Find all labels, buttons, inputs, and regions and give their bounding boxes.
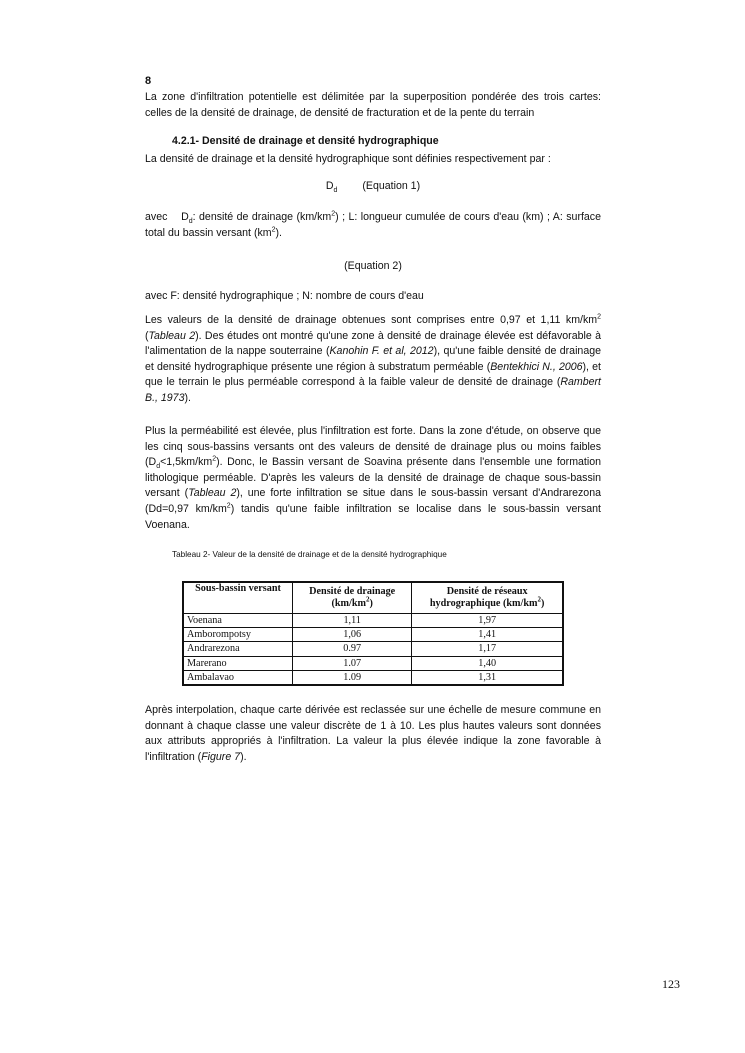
row-hydro-value: 1,31 — [412, 670, 563, 685]
equation-1-label: (Equation 1) — [362, 180, 421, 192]
header-sous-bassin: Sous-bassin versant — [183, 582, 293, 614]
header-densite-drainage: Densité de drainage $(km/km^2)$ — [293, 582, 412, 614]
ref-figure-7: Figure 7 — [201, 750, 241, 763]
header-densite-reseaux: Densité de réseaux hydrographique $(km/km^2)$ — [412, 582, 563, 614]
row-name: Voenana — [183, 614, 293, 628]
table-caption: Tableau 2- Valeur de la densité de drainage et de la densité hydrographique — [172, 550, 447, 559]
row-hydro-value: 1,40 — [412, 656, 563, 670]
ref-tableau-2b: Tableau 2 — [188, 487, 237, 500]
ref-bentekhici: Bentekhici N., 2006 — [490, 360, 583, 373]
row-name: Andrarezona — [183, 642, 293, 656]
row-hydro-value: 1,41 — [412, 628, 563, 642]
section-number: 8 — [145, 75, 152, 87]
drainage-table — [182, 581, 564, 686]
table-row — [183, 670, 563, 685]
table-row — [183, 642, 563, 656]
equation-2-legend: avec F: densité hydrographique ; N: nombre de cours d'eau — [145, 290, 424, 302]
row-hydro-value: 1,17 — [412, 642, 563, 656]
row-name: Ambalavao — [183, 670, 293, 685]
table-row — [183, 656, 563, 670]
table-row — [183, 628, 563, 642]
subsection-heading: 4.2.1- Densité de drainage et densité hydrographique — [172, 135, 439, 147]
ref-rambert: Rambert B., 1973 — [145, 376, 601, 404]
equation-1-symbol: $D_d$ — [325, 180, 338, 195]
equation-1 — [145, 180, 601, 195]
row-name: Amborompotsy — [183, 628, 293, 642]
ref-tableau-2: Tableau 2 — [148, 329, 196, 342]
ref-kanohin: Kanohin F. et al, 2012 — [329, 345, 434, 358]
table-header-row — [183, 582, 563, 614]
definition-text: La densité de drainage et la densité hydrographique sont définies respectivement par : — [145, 153, 551, 165]
row-drainage-value: 1.09 — [293, 670, 412, 685]
intro-paragraph: La zone d'infiltration potentielle est délimitée par la superposition pondérée des trois cartes: celles de la densité de drainage, de densité de fracturation et de la pente du terrain — [145, 91, 601, 119]
paragraph-3: Après interpolation, chaque carte dérivée est reclassée sur une échelle de mesure commune en donnant à chaque classe une valeur discrète de 1 à 10. Les plus hautes valeurs sont données aux attributs appropriés à l'infiltration. La valeur la plus élevée indique la zone favorable à l'infiltration (Figure 7). — [145, 704, 601, 763]
row-drainage-value: 1,06 — [293, 628, 412, 642]
equation-2-label: (Equation 2) — [344, 260, 402, 272]
row-drainage-value: 1.07 — [293, 656, 412, 670]
row-drainage-value: 1,11 — [293, 614, 412, 628]
row-drainage-value: 0.97 — [293, 642, 412, 656]
row-name: Marerano — [183, 656, 293, 670]
page-number: 123 — [662, 977, 680, 991]
paragraph-1: Les valeurs de la densité de drainage obtenues sont comprises entre 0,97 et 1,11 $km/km^2$ (Tableau 2). Des études ont montré qu'une zone à densité de drainage élevée est défavorable à l'alimentation de la nappe souterraine (Kanohin F. et al, 2012), qu'une faible densité de drainage et densité hydrographique présente une région à substratum perméable (Bentekhici N., 2006), et que le terrain le plus perméable correspond à la faible valeur de densité de drainage (Rambert B., 1973). — [145, 313, 601, 404]
paragraph-2: Plus la perméabilité est élevée, plus l'infiltration est forte. Dans la zone d'étude, on observe que les cinq sous-bassins versants ont des valeurs de densité de drainage plus ou moins faibles $(D_d<1,5km/km^2)$. Donc, le Bassin versant de Soavina présente dans l'ensemble une formation lithologique perméable. D'après les valeurs de la densité de drainage de chaque sous-bassin versant (Tableau 2), une forte infiltration se situe dans le sous-bassin versant d'Andrarezona (Dd=0,97 $km/km^2$) tandis qu'une faible infiltration se localise dans le sous-bassin versant Voenana. — [145, 425, 601, 531]
equation-1-legend: avec $D_d$: densité de drainage $(km/km^2)$ ; L: longueur cumulée de cours d'eau (km) ; A: surface total du bassin versant $(km^2)$. — [145, 210, 601, 239]
row-hydro-value: 1,97 — [412, 614, 563, 628]
table-row — [183, 614, 563, 628]
